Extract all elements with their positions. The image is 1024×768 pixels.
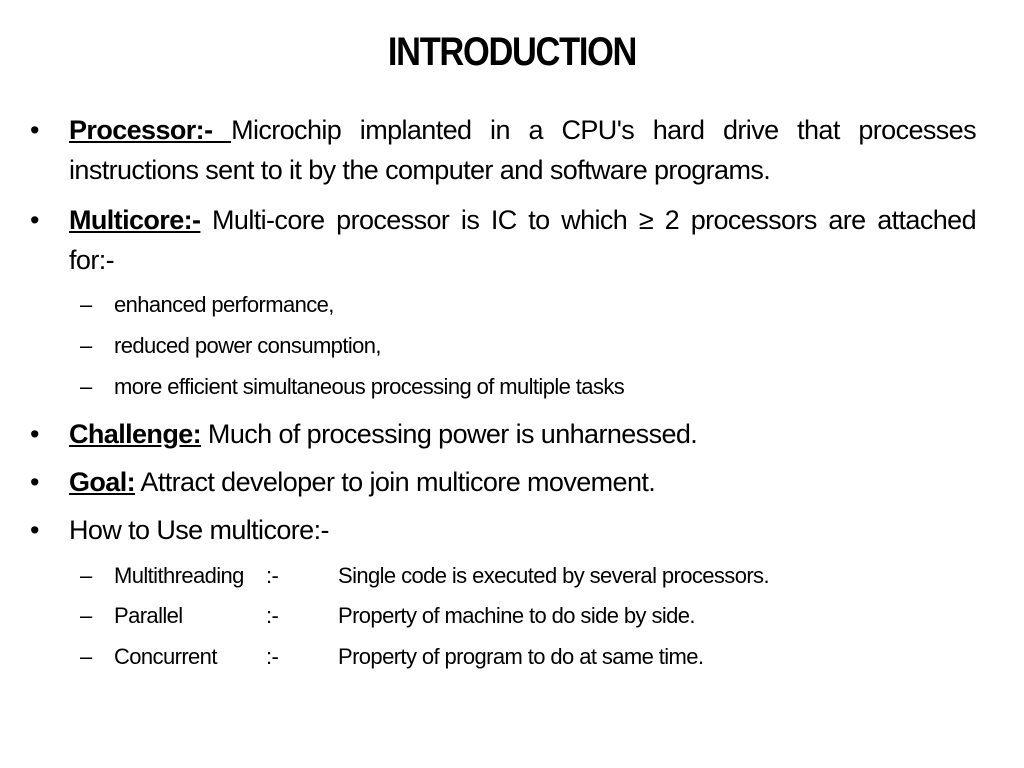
term-label: Multicore:- [69, 205, 201, 235]
term-definition: Much of processing power is unharnessed. [201, 419, 698, 449]
dash-marker: – [80, 563, 92, 588]
term-definition: Attract developer to join multicore movement. [135, 467, 656, 497]
dash-marker: – [80, 292, 92, 317]
bullet-text [69, 200, 976, 280]
bullet-dot: • [30, 115, 39, 145]
slide-title: INTRODUCTION [387, 30, 637, 74]
usage-term: Parallel [114, 603, 183, 628]
term-definition: Multi-core processor is IC to which ≥ 2 processors are attached for:- [69, 205, 976, 275]
bullet-dot: • [30, 205, 39, 235]
term-label: Challenge: [69, 419, 202, 449]
dash-marker: – [80, 644, 92, 669]
term-definition: Microchip implanted in a CPU's hard drive that processes instructions sent to it by the computer and software programs. [69, 115, 976, 185]
usage-description: Property of program to do at same time. [338, 644, 704, 669]
usage-term: Concurrent [114, 644, 217, 669]
term-label: Processor:- [69, 115, 232, 145]
sub-bullet-text: enhanced performance, [114, 292, 334, 317]
usage-separator: :- [266, 603, 279, 628]
bullet-text [69, 414, 976, 454]
bullet-dot: • [30, 515, 39, 545]
usage-description: Property of machine to do side by side. [338, 603, 695, 628]
term-label: Goal: [69, 467, 136, 497]
dash-marker: – [80, 333, 92, 358]
bullet-text: How to Use multicore:- [69, 515, 329, 545]
usage-description: Single code is executed by several processors. [338, 563, 769, 588]
usage-term: Multithreading [114, 563, 244, 588]
bullet-text [69, 462, 976, 502]
sub-bullet-text: reduced power consumption, [114, 333, 381, 358]
usage-separator: :- [266, 644, 279, 669]
dash-marker: – [80, 603, 92, 628]
usage-separator: :- [266, 563, 279, 588]
bullet-text [69, 110, 976, 190]
dash-marker: – [80, 374, 92, 399]
bullet-dot: • [30, 467, 39, 497]
bullet-dot: • [30, 419, 39, 449]
sub-bullet-text: more efficient simultaneous processing of multiple tasks [114, 374, 625, 399]
